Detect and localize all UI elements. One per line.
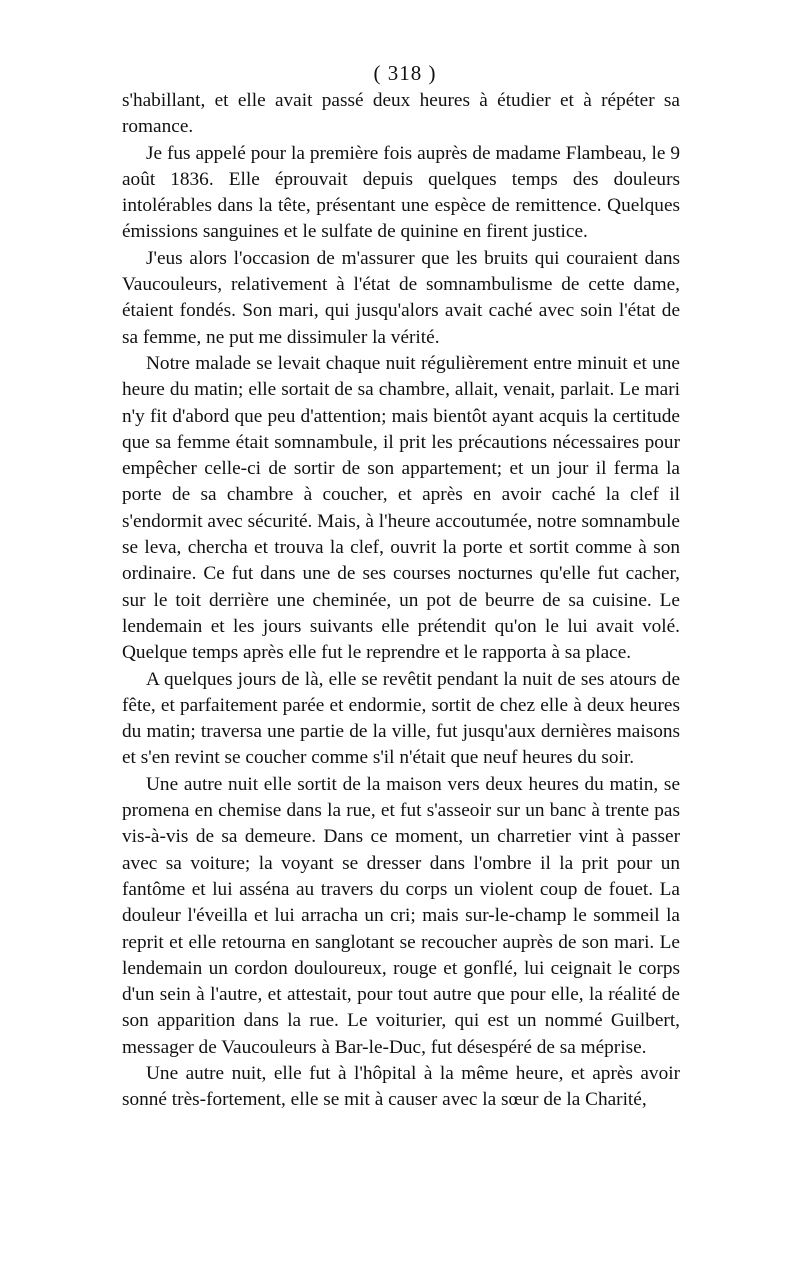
page-body xyxy=(122,88,680,1114)
paragraph-hospital: Une autre nuit, elle fut à l'hôpital à la même heure, et après avoir sonné très-fortement, elle se mit à causer avec la sœur de la Charité, xyxy=(122,1062,680,1111)
page-number: ( 318 ) xyxy=(373,61,437,85)
paragraph-rumors: J'eus alors l'occasion de m'assurer que les bruits qui couraient dans Vaucouleurs, relativement à l'état de somnambulisme de cette dame, étaient fondés. Son mari, qui jusqu'alors avait caché avec soin l'état de sa femme, ne put me dissimuler la vérité. xyxy=(122,247,680,348)
paragraph-festive-attire: A quelques jours de là, elle se revêtit pendant la nuit de ses atours de fête, et parfaitement parée et endormie, sortit de chez elle à deux heures du matin; traversa une partie de la ville, fut jusqu'aux dernières maisons et s'en revint se coucher comme s'il n'était que neuf heures du soir. xyxy=(122,668,680,769)
paragraph-nightly-walks: Notre malade se levait chaque nuit régulièrement entre minuit et une heure du matin; elle sortait de sa chambre, allait, venait, parlait. Le mari n'y fit d'abord que peu d'attention; mais bientôt ayant acquis la certitude que sa femme était somnambule, il prit les précautions nécessaires pour empêcher celle-ci de sortir de son appartement; et un jour il ferma la porte de sa chambre à coucher, et après en avoir caché la clef il s'endormit avec sécurité. Mais, à l'heure accoutumée, notre somnambule se leva, chercha et trouva la clef, ouvrit la porte et sortit comme à son ordinaire. Ce fut dans une de ses courses nocturnes qu'elle fut cacher, sur le toit derrière une cheminée, un pot de beurre de sa cuisine. Le lendemain et les jours suivants elle prétendit qu'on le lui avait volé. Quelque temps après elle fut le reprendre et le rapporta à sa place. xyxy=(122,352,680,664)
paragraph-continuation: s'habillant, et elle avait passé deux heures à étudier et à répéter sa romance. xyxy=(122,90,680,138)
paragraph-carter-incident: Une autre nuit elle sortit de la maison vers deux heures du matin, se promena en chemise dans la rue, et fut s'asseoir sur un banc à trente pas vis-à-vis de sa demeure. Dans ce moment, un charretier vint à passer avec sa voiture; la voyant se dresser dans l'ombre il la prit pour un fantôme et lui asséna au travers du corps un violent coup de fouet. La douleur l'éveilla et lui arracha un cri; mais sur-le-champ le sommeil la reprit et elle retourna en sanglotant se recoucher auprès de son mari. Le lendemain un cordon douloureux, rouge et gonflé, lui ceignait le corps d'un sein à l'autre, et attestait, pour tout autre que pour elle, la réalité de son apparition dans la rue. Le voiturier, qui est un nommé Guilbert, messager de Vaucouleurs à Bar-le-Duc, fut désespéré de sa méprise. xyxy=(122,773,680,1058)
book-page xyxy=(122,58,680,1114)
paragraph-first-visit: Je fus appelé pour la première fois auprès de madame Flambeau, le 9 août 1836. Elle éprouvait depuis quelques temps des douleurs intolérables dans la tête, présentant une espèce de remittence. Quelques émissions sanguines et le sulfate de quinine en firent justice. xyxy=(122,142,680,243)
